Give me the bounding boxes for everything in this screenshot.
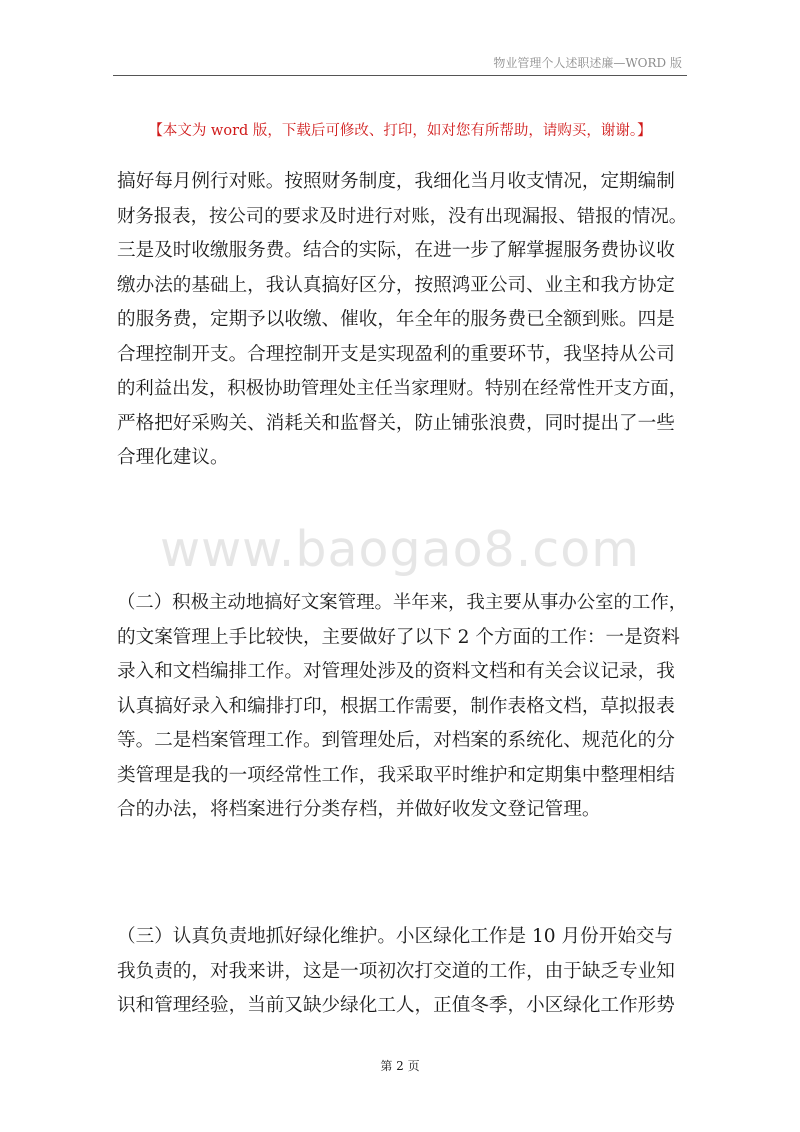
text-line: 财务报表，按公司的要求及时进行对账，没有出现漏报、错报的情况。 bbox=[117, 205, 687, 227]
text-line: 类管理是我的一项经常性工作，我采取平时维护和定期集中整理相结 bbox=[117, 764, 675, 786]
header-divider bbox=[113, 75, 687, 76]
header-title: 物业管理个人述职述廉—WORD 版 bbox=[493, 56, 682, 70]
download-notice: 【本文为 word 版，下载后可修改、打印，如对您有所帮助，请购买，谢谢。】 bbox=[148, 123, 652, 139]
watermark: www.baogao8.com bbox=[160, 521, 640, 578]
text-line: 录入和文档编排工作。对管理处涉及的资料文档和有关会议记录，我 bbox=[117, 661, 675, 682]
text-line: 我负责的，对我来讲，这是一项初次打交道的工作，由于缺乏专业知 bbox=[117, 960, 675, 982]
text-line: 认真搞好录入和编排打印，根据工作需要，制作表格文档，草拟报表 bbox=[117, 695, 675, 717]
text-line: 合理化建议。 bbox=[117, 447, 229, 468]
text-line: 识和管理经验，当前又缺少绿化工人，正值冬季，小区绿化工作形势 bbox=[117, 995, 675, 1016]
text-line: 合的办法，将档案进行分类存档，并做好收发文登记管理。 bbox=[117, 799, 601, 820]
text-line: （三）认真负责地抓好绿化维护。小区绿化工作是 10 月份开始交与 bbox=[117, 926, 674, 947]
paragraph-3 bbox=[117, 920, 687, 1024]
text-line: 合理控制开支。合理控制开支是实现盈利的重要环节，我坚持从公司 bbox=[117, 343, 675, 365]
text-line: 的利益出发，积极协助管理处主任当家理财。特别在经常性开支方面， bbox=[117, 378, 687, 399]
paragraph-2 bbox=[117, 586, 687, 828]
text-line: 搞好每月例行对账。按照财务制度，我细化当月收支情况，定期编制 bbox=[117, 171, 675, 192]
text-line: 的服务费，定期予以收缴、催收，年全年的服务费已全额到账。四是 bbox=[117, 309, 675, 330]
paragraph-1 bbox=[117, 165, 687, 476]
text-line: 等。二是档案管理工作。到管理处后，对档案的系统化、规范化的分 bbox=[117, 730, 675, 751]
text-line: （二）积极主动地搞好文案管理。半年来，我主要从事办公室的工作， bbox=[117, 592, 687, 613]
text-line: 三是及时收缴服务费。结合的实际，在进一步了解掌握服务费协议收 bbox=[117, 240, 675, 261]
text-line: 的文案管理上手比较快，主要做好了以下 2 个方面的工作：一是资料 bbox=[117, 626, 680, 648]
page-number: 第 2 页 bbox=[380, 1059, 420, 1073]
text-line: 缴办法的基础上，我认真搞好区分，按照鸿亚公司、业主和我方协定 bbox=[117, 274, 675, 296]
text-line: 严格把好采购关、消耗关和监督关，防止铺张浪费，同时提出了一些 bbox=[117, 412, 675, 434]
